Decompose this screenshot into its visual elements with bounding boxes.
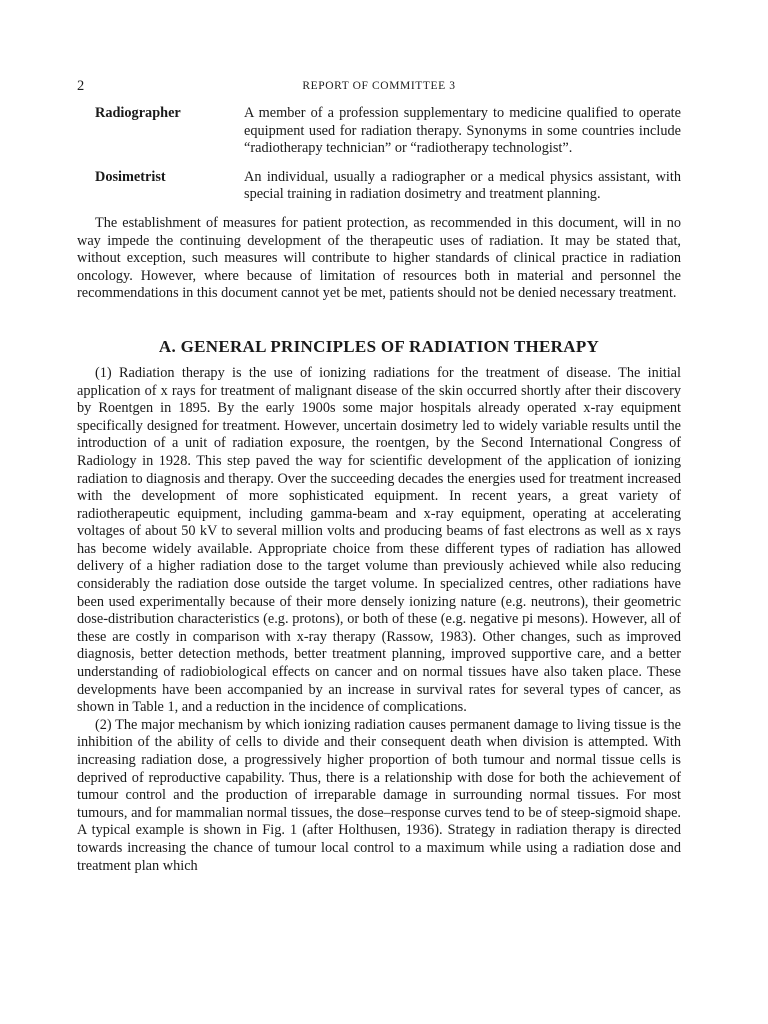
paragraph-2: (2) The major mechanism by which ionizing radiation causes permanent damage to living tissue is the inhibition of the ability of cells to divide and their consequent death when division is attempted. With increasing radiation dose, a progressively higher proportion of both tumour and normal tissue cells is deprived of reproductive capability. Thus, there is a relationship with dose for both the achievement of tumour control and the production of irreparable damage in surrounding normal tissues. For most tumours, and for mammalian normal tissues, the dose–response curves tend to be of steep-sigmoid shape. A typical example is shown in Fig. 1 (after Holthusen, 1936). Strategy in radiation therapy is directed towards increasing the chance of tumour local control to a maximum while using a radiation dose and treatment plan which <box>77 716 681 874</box>
definition-text: A member of a profession supplementary to medicine qualified to operate equipment used for radiation therapy. Synonyms in some countries include “radiotherapy technician” or “radiotherapy technologist”. <box>244 105 681 157</box>
page-number: 2 <box>77 78 85 94</box>
running-title: REPORT OF COMMITTEE 3 <box>302 80 456 92</box>
page-header <box>77 78 681 98</box>
definition-dosimetrist <box>77 169 681 204</box>
definition-text: An individual, usually a radiographer or a medical physics assistant, with special training in radiation dosimetry and treatment planning. <box>244 168 681 203</box>
intro-paragraph: The establishment of measures for patient protection, as recommended in this document, will in no way impede the continuing development of the therapeutic uses of radiation. It may be stated that, without exception, such measures will contribute to higher standards of clinical practice in radiation oncology. However, where because of limitation of resources both in material and personnel the recommendations in this document cannot yet be met, patients should not be denied necessary treatment. <box>77 214 681 302</box>
definition-term: Dosimetrist <box>95 168 166 185</box>
definition-radiographer <box>77 105 681 158</box>
definitions-list <box>77 105 681 204</box>
document-page <box>77 78 681 875</box>
paragraph-1: (1) Radiation therapy is the use of ionizing radiations for the treatment of disease. The initial application of x rays for treatment of malignant disease of the skin occurred shortly after their discovery by Roentgen in 1895. By the early 1900s some major hospitals already operated x-ray equipment specifically designed for treatment. However, uncertain dosimetry led to widely variable results until the introduction of a unit of radiation exposure, the roentgen, by the Second International Congress of Radiology in 1928. This step paved the way for scientific development of the application of ionizing radiation to diagnosis and therapy. Over the succeeding decades the energies used for treatment increased with the development of more sophisticated equipment. In recent years, a great variety of radiotherapeutic equipment, including gamma-beam and x-ray equipment, operating at accelerating voltages of about 50 kV to several million volts and producing beams of fast electrons as well as x rays has become widely available. Appropriate choice from these different types of radiation has allowed delivery of a higher radiation dose to the target volume than previously achieved while also reducing considerably the radiation dose outside the target volume. In specialized centres, other radiations have been used experimentally because of their more densely ionizing nature (e.g. neutrons), their geometric dose-distribution characteristics (e.g. protons), or both of these (e.g. negative pi mesons). However, all of these are costly in comparison with x-ray therapy (Rassow, 1983). Other changes, such as improved diagnosis, better detection methods, better treatment planning, improved supportive care, and a better understanding of radiobiological effects on cancer and on normal tissues have also taken place. These developments have been accompanied by an increase in survival rates for several types of cancer, as shown in Table 1, and a reduction in the incidence of complications. <box>77 364 681 716</box>
definition-term: Radiographer <box>95 105 181 121</box>
section-heading: A. GENERAL PRINCIPLES OF RADIATION THERAPY <box>158 336 600 356</box>
